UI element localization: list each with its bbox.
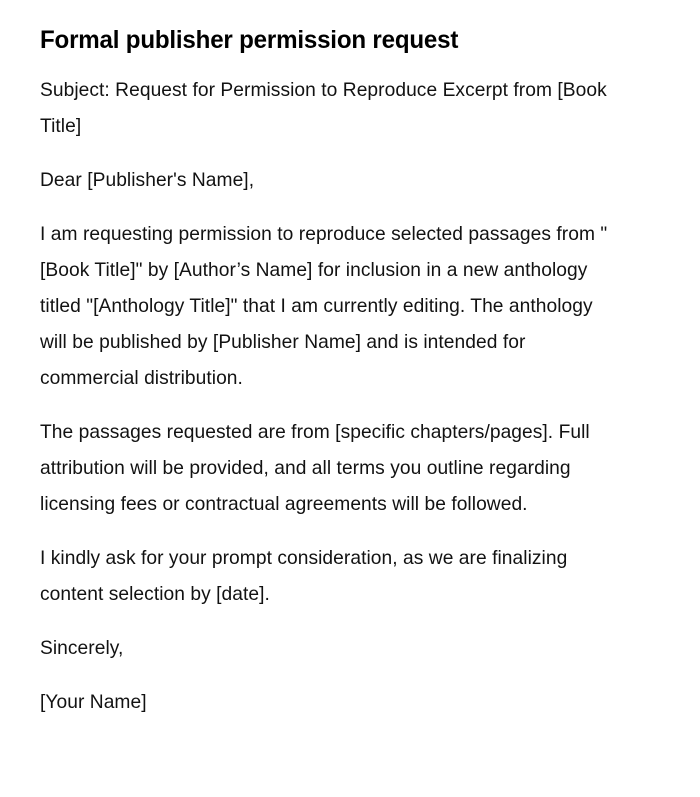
- paragraph-consideration: I kindly ask for your prompt consideration, as we are finalizing content selection by [date].: [40, 547, 568, 605]
- paragraph-passages: The passages requested are from [specific chapters/pages]. Full attribution will be provided, and all terms you outline regarding licensing fees or contractual agreements will be followed.: [40, 421, 590, 515]
- paragraph-signature: [Your Name]: [40, 691, 147, 713]
- paragraph-closing: Sincerely,: [40, 637, 124, 659]
- paragraph-request-body: I am requesting permission to reproduce selected passages from "[Book Title]" by [Author’s Name] for inclusion in a new anthology titled "[Anthology Title]" that I am currently editing. The anthology will be published by [Publisher Name] and is intended for commercial distribution.: [40, 223, 608, 389]
- page-title: Formal publisher permission request: [40, 26, 459, 54]
- document-body: [40, 72, 630, 720]
- paragraph-salutation: Dear [Publisher's Name],: [40, 169, 255, 191]
- paragraph-subject: Subject: Request for Permission to Reproduce Excerpt from [Book Title]: [40, 79, 607, 137]
